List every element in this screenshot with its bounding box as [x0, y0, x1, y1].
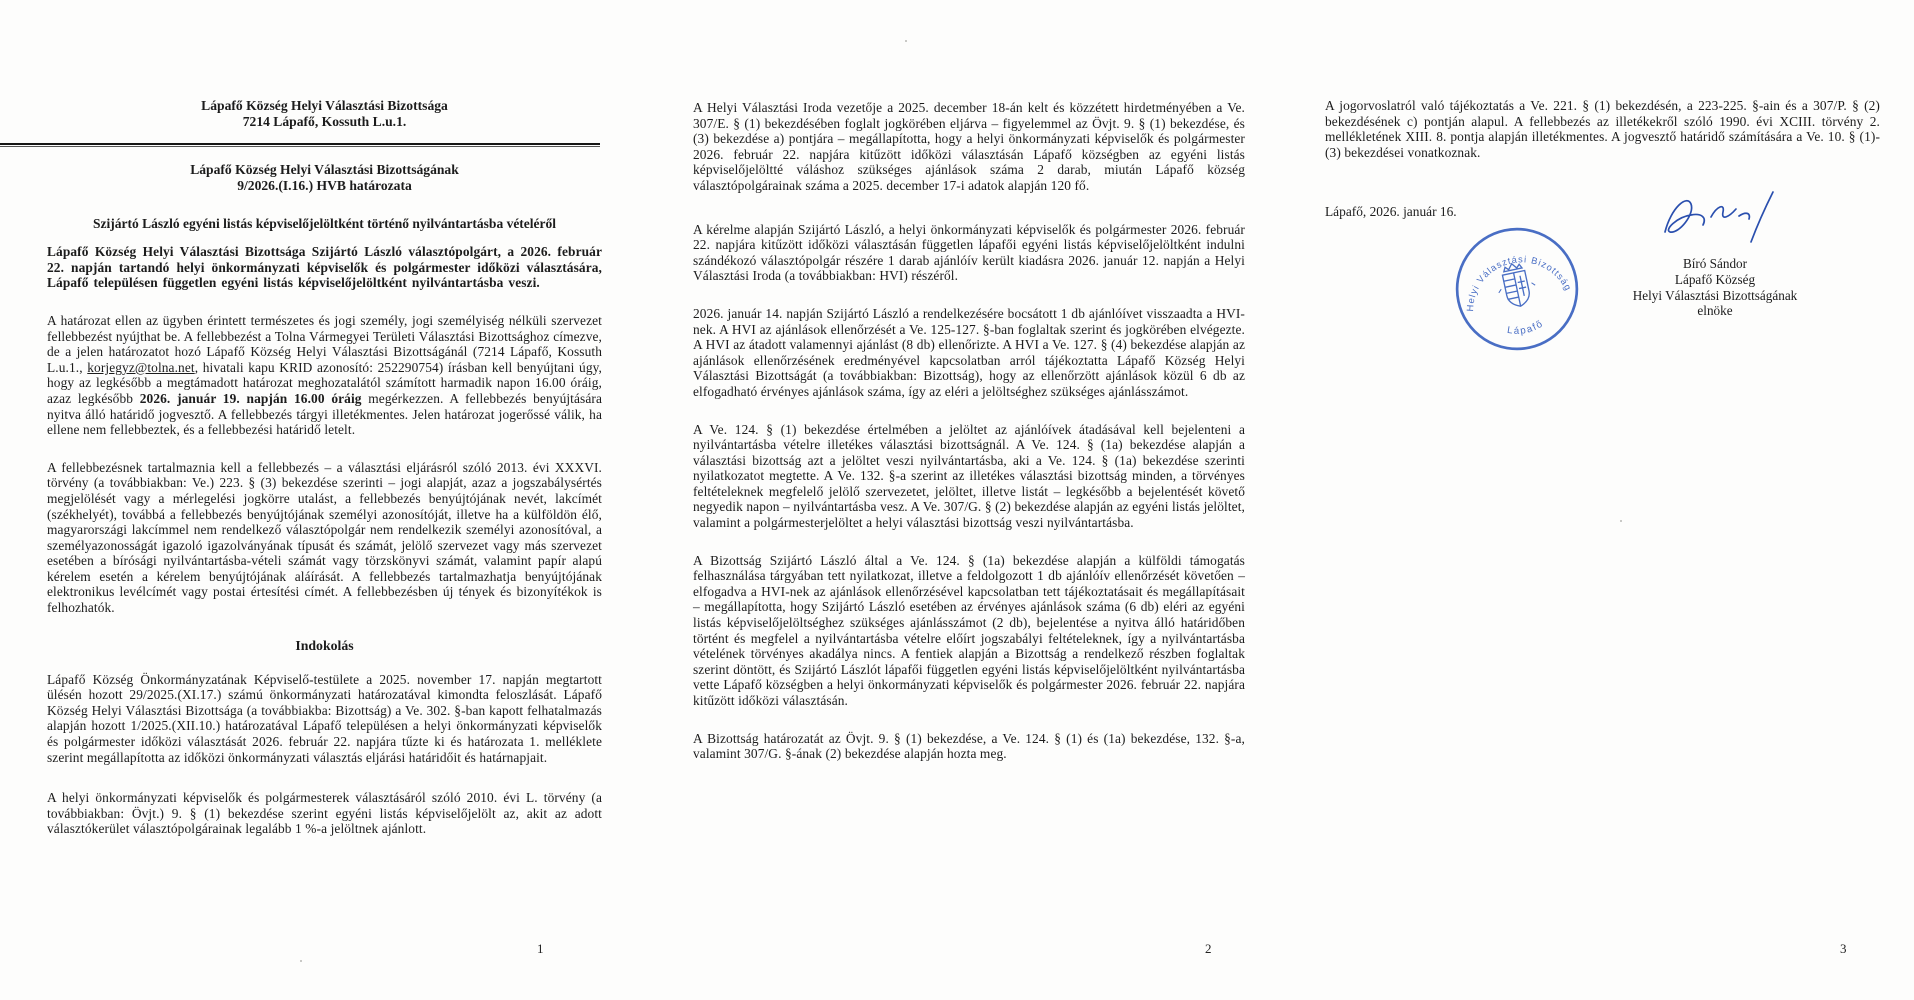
appeal-information-paragraph — [47, 313, 602, 438]
appeal-text-part-3: megérkezzen. A fellebbezés benyújtására nyitva álló határidő jogvesztő. A fellebbezés tárgyi illetékmentes. Jelen határozat jogerőssé válik, ha ellene nem fellebbeztek, és a fellebbezési határidő letelt. — [47, 390, 603, 438]
justification-heading: Indokolás — [295, 637, 354, 653]
document-page-3 — [1325, 98, 1880, 598]
stamp-ring-text: Helyi Választási Bizottság — [1464, 254, 1574, 312]
justification-paragraph-2: A helyi önkormányzati képviselők és polgármesterek választásáról szóló 2010. évi L. törvény (a továbbiakban: Övjt.) 9. § (1) bekezdése szerint egyéni listás képviselőjelölt az, akit az adott választókerület választópolgárainak legalább 1 %-a jelöltnek ajánlott. — [47, 790, 602, 837]
document-page-2 — [693, 100, 1245, 784]
letterhead-line-2: 7214 Lápafő, Kossuth L.u.1. — [242, 113, 407, 129]
document-page-1 — [47, 98, 602, 859]
stamp-bottom-text: Lápafő — [1506, 318, 1546, 337]
stamp-graphic — [1453, 225, 1581, 353]
operative-decision-paragraph: Lápafő Község Helyi Választási Bizottsága Szijártó László választópolgárt, a 2026. február 22. napján tartandó helyi önkormányzati képviselők és polgármester időközi választására, Lápafő településen független egyéni listás képviselőjelöltként nyilvántartásba veszi. — [47, 244, 602, 291]
date-and-place-line: Lápafő, 2026. január 16. — [1325, 204, 1457, 220]
decision-subject: Szijártó László egyéni listás képviselőjelöltként történő nyilvántartásba vételéről — [92, 215, 557, 231]
scan-speckle — [1620, 520, 1622, 522]
handwritten-signature — [1655, 186, 1795, 254]
decision-title-line-1: Lápafő Község Helyi Választási Bizottságának — [190, 162, 459, 177]
justification-paragraph-1: Lápafő Község Önkormányzatának Képviselő-testülete a 2025. november 17. napján megtartott ülésén hozott 29/2025.(XI.17.) számú önkormányzati határozatával kimondta feloszlását. Lápafő Község Helyi Választási Bizottsága (a továbbiakba: Bizottság) a Ve. 302. §-ban kapott felhatalmazás alapján hozott 1/2025.(XII.10.) határozatával Lápafő településen a helyi önkormányzati képviselők és polgármester időközi választását 2026. február 22. napjára tűzte ki és határozata 1. melléklete szerint megállapította az időközi önkormányzati választás eljárási határidőit és határnapjait. — [47, 671, 602, 765]
hvi-announcement-paragraph: A Helyi Választási Iroda vezetője a 2025. december 18-án kelt és közzétett hirdetményében a Ve. 307/E. § (1) bekezdésében foglalt jogkörében eljárva – figyelemmel az Övjt. 9. § (1) bekezdése, és (3) bekezdése a) pontjára – megállapította, hogy a helyi önkormányzati képviselők és polgármester 2026. február 22. napjára kitűzött időközi választásán Lápafő községben az egyéni listás képviselőjelöltté váláshoz szükséges ajánlások száma 2 darab, miután Lápafő község választópolgárainak száma a 2025. december 17-i adatok alapján 120 fő. — [693, 100, 1245, 193]
appeal-text-part-2: , hivatali kapu KRID azonosító: 252290754) írásban kell benyújtani úgy, hogy az legkésőbb a megtámadott határozat meghozatalától számított harmadik napon 16.00 óráig, azaz legkésőbb — [47, 359, 603, 406]
legal-remedy-paragraph: A jogorvoslatról való tájékoztatás a Ve. 221. § (1) bekezdésén, a 223-225. §-ain és a 307/P. § (2) bekezdésének c) pontján alapul. A fellebbezés az illetékekről szóló 1990. évi XCIII. törvény 2. mellékletének XIII. 8. pontja alapján illetékmentes. A jogvesztő határidő számítására a Ve. 10. § (1)-(3) bekezdései vonatkoznak. — [1325, 98, 1880, 160]
signatory-name: Bíró Sándor — [1682, 256, 1748, 271]
scan-speckle — [300, 960, 302, 962]
recommendation-sheet-paragraph: A kérelme alapján Szijártó László, a helyi önkormányzati képviselők és polgármester 2026. február 22. napjára kitűzött időközi választásán független lápafői egyéni listás képviselőjelöltként indulni szándékozó választópolgár részére 1 darab ajánlóív került kiadásra 2026. január 12. napján a Helyi Választási Iroda (a továbbiakban: HVI) részéről. — [693, 221, 1245, 284]
verification-paragraph: 2026. január 14. napján Szijártó László a rendelkezésére bocsátott 1 db ajánlóívet visszaadta a HVI-nek. A HVI az ajánlások ellenőrzését a Ve. 125-127. §-ban foglaltak szerint és jogkörében elvégezte. A HVI az átadott valamennyi ajánlást (8 db) ellenőrizte. A HVI a Ve. 127. § (4) bekezdése alapján az ajánlások ellenőrzésének eredményével kapcsolatban arról tájékoztatta Lápafő Község Helyi Választási Bizottságát (a továbbiakban: Bizottság), hogy az ellenőrzött ajánlások közül 6 db az elfogadható érvényes ajánlások száma, így az eléri a jelöltséghez szükséges ajánlásszámot. — [693, 305, 1245, 399]
official-round-stamp — [1453, 225, 1581, 353]
appeal-requirements-paragraph: A fellebbezésnek tartalmaznia kell a fellebbezés – a választási eljárásról szóló 2013. évi XXXVI. törvény (a továbbiakban: Ve.) 223. § (3) bekezdése szerinti – jogi alapját, azaz a jogszabálysértés megjelölését vagy a mérlegelési jogkörre utalást, a fellebbezés benyújtójának nevét, lakcímét (székhelyét), továbbá a fellebbezés benyújtójának személyi azonosítóját, illetve ha a külföldön élő, magyarországi lakcímmel nem rendelkező választópolgár nem rendelkezik személyi azonosítóval, a személyazonosságát igazoló igazolványának típusát és számát, jelölő szervezet vagy más szervezet esetében a bírósági nyilvántartásba-vételi számát vagy törzskönyvi számát, valamint papír alapú kérelem esetén a kérelem benyújtójának aláírását. A fellebbezés tartalmazhatja benyújtójának elektronikus levélcímét vagy postai értesítési címét. A fellebbezésben új tények és bizonyítékok is felhozhatók. — [47, 459, 602, 616]
letterhead-divider-line — [0, 143, 600, 147]
appeal-deadline-bold: 2026. január 19. napján 16.00 óráig — [139, 390, 362, 406]
svg-text:Lápafő — [1504, 317, 1547, 340]
committee-letterhead — [47, 98, 602, 129]
decision-title-line-2: 9/2026.(I.16.) HVB határozata — [237, 177, 412, 193]
signatory-org-line-1: Lápafő Község — [1674, 271, 1756, 287]
decision-legal-references-paragraph: A Bizottság határozatát az Övjt. 9. § (1) bekezdése, a Ve. 124. § (1) és (1a) bekezdése, 132. §-a, valamint 307/G. §-ának (2) bekezdése alapján hozta meg. — [693, 730, 1245, 762]
page-number-3: 3 — [1840, 941, 1847, 956]
legal-basis-paragraph: A Ve. 124. § (1) bekezdése értelmében a jelöltet az ajánlóívek átadásával kell bejelenteni a nyilvántartásba vételre illetékes választási bizottságnál. A Ve. 124. § (1a) bekezdése alapján a választási bizottság azt a jelöltet veszi nyilvántartásba, aki a Ve. 124. § (1a) bekezdése szerinti nyilatkozatot megtette. A Ve. 132. §-a szerint az illetékes választási bizottság minden, a törvényes feltételeknek megfelelő jelölő szervezetet, jelöltet, illetve listát – legkésőbb a bejelentését követő negyedik napon – nyilvántartásba vesz. A Ve. 307/G. § (2) bekezdése alapján az egyéni listás jelöltet, valamint a polgármesterjelöltet a helyi választási bizottság veszi nyilvántartásba. — [693, 421, 1245, 531]
signatory-org-line-2: Helyi Választási Bizottságának — [1632, 287, 1798, 303]
signatory-role: elnöke — [1697, 303, 1733, 319]
signatory-block — [1575, 256, 1855, 319]
appeal-text-part-1: A határozat ellen az ügyben érintett természetes és jogi személy, jogi személyiség nélküli szervezet fellebbezést nyújthat be. A fellebbezést a Tolna Vármegyei Területi Választási Bizottsághoz címezve, de a jelen határozatot hozó Lápafő Község Helyi Választási Bizottságánál (7214 Lápafő, Kossuth L.u.1., — [47, 312, 602, 375]
page-number-1: 1 — [537, 941, 544, 956]
page-number-2: 2 — [1205, 941, 1212, 956]
letterhead-line-1: Lápafő Község Helyi Választási Bizottsága — [201, 98, 448, 113]
decision-title — [47, 162, 602, 194]
committee-findings-paragraph: A Bizottság Szijártó László által a Ve. 124. § (1a) bekezdése alapján a külföldi támogatás felhasználása tárgyában tett nyilatkozat, illetve a feldolgozott 1 db ajánlóív ellenőrzését követően – elfogadva a HVI-nek az ajánlások ellenőrzésével kapcsolatban tett tájékoztatásait és megállapításait – megállapította, hogy Szijártó László esetében az érvényes ajánlások száma (6 db) eléri az egyéni listás képviselőjelöltséghez szükséges ajánlásszámot (2 db), bejelentése a nyitva álló határidőben történt és megfelel a nyilvántartásba vételre előírt jogszabályi feltételeknek, így a nyilvántartásba vételének törvényes akadálya nincs. A fentiek alapján a Bizottság a rendelkező részben foglaltak szerint döntött, és Szijártó Lászlót lápafői független egyéni listás képviselőjelöltként nyilvántartásba vette Lápafő községben a helyi önkormányzati képviselők és polgármester 2026. február 22. napjára kitűzött időközi választásán. — [693, 552, 1245, 708]
scan-speckle — [905, 40, 907, 42]
committee-email-text: korjegyz@tolna.net — [87, 359, 195, 375]
